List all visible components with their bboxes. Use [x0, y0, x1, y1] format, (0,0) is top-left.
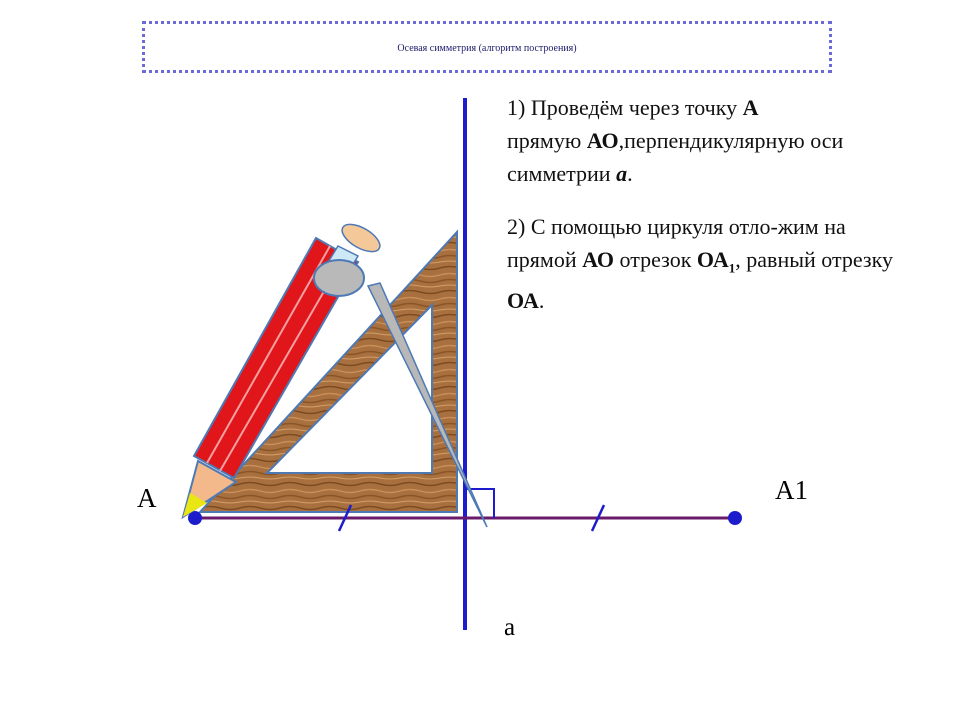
point-a1[interactable] — [728, 511, 742, 525]
label-axis-a: а — [504, 614, 516, 641]
right-angle-mark — [465, 489, 494, 518]
label-point-a1: А1 — [775, 475, 808, 505]
slide-title: Осевая симметрия (алгоритм построения) — [397, 43, 577, 54]
label-point-a: А — [137, 483, 157, 513]
step-2-text: 2) С помощью циркуля отло-жим на прямой АО отрезок $ОА_1$, равный отрезку ОА. — [507, 214, 893, 314]
step-1-text: 1) Проведём через точку А прямую АО,перпендикулярную оси симметрии а. — [507, 95, 844, 186]
